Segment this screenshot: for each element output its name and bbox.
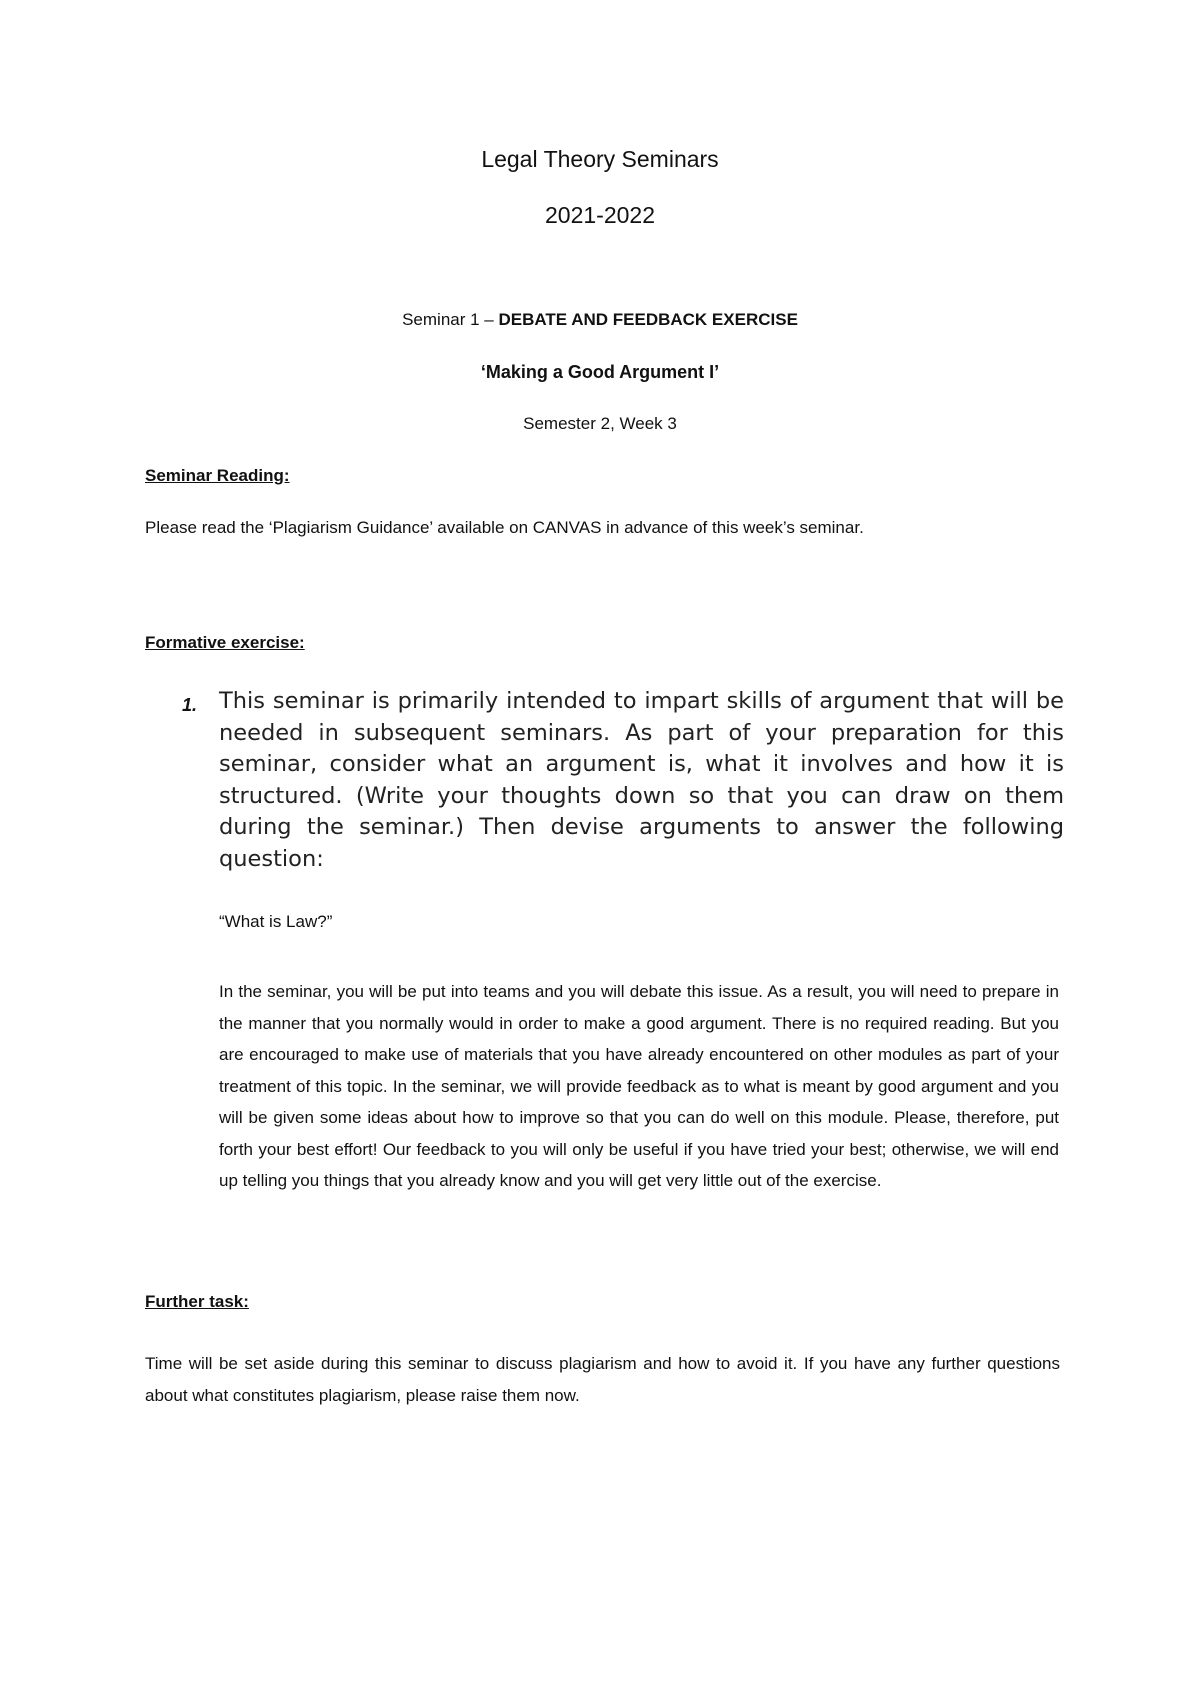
seminar-reading-text: Please read the ‘Plagiarism Guidance’ available on CANVAS in advance of this week’s seminar. <box>145 518 864 537</box>
document-title: Legal Theory Seminars <box>481 146 719 172</box>
exercise-question-text: This seminar is primarily intended to impart skills of argument that will be needed in subsequent seminars. As part of your preparation for this seminar, consider what an argument is, what it involves and how it is structured. (Write your thoughts down so that you can draw on them during the seminar.) Then devise arguments to answer the following question: <box>219 688 1064 872</box>
debate-question-quote: “What is Law?” <box>219 912 333 931</box>
seminar-reading-heading: Seminar Reading: <box>145 466 290 485</box>
further-task-text: Time will be set aside during this seminar to discuss plagiarism and how to avoid it. If you have any further questions about what constitutes plagiarism, please raise them now. <box>145 1354 1060 1405</box>
seminar-prefix: Seminar 1 – <box>402 310 499 329</box>
exercise-instructions: In the seminar, you will be put into teams and you will debate this issue. As a result, you will need to prepare in the manner that you normally would in order to make a good argument. There is no required reading. But you are encouraged to make use of materials that you have already encountered on other modules as part of your treatment of this topic. In the seminar, we will provide feedback as to what is meant by good argument and you will be given some ideas about how to improve so that you can do well on this module. Please, therefore, put forth your best effort! Our feedback to you will only be useful if you have tried your best; otherwise, we will end up telling you things that you already know and you will get very little out of the exercise. <box>219 982 1059 1190</box>
academic-years: 2021-2022 <box>545 202 655 228</box>
semester-week: Semester 2, Week 3 <box>523 414 677 433</box>
seminar-name: DEBATE AND FEEDBACK EXERCISE <box>498 310 798 329</box>
seminar-heading <box>0 310 1200 330</box>
list-item-number: 1. <box>182 695 198 715</box>
seminar-subtitle: ‘Making a Good Argument I’ <box>480 362 720 382</box>
formative-exercise-heading: Formative exercise: <box>145 633 305 652</box>
further-task-heading: Further task: <box>145 1292 249 1311</box>
